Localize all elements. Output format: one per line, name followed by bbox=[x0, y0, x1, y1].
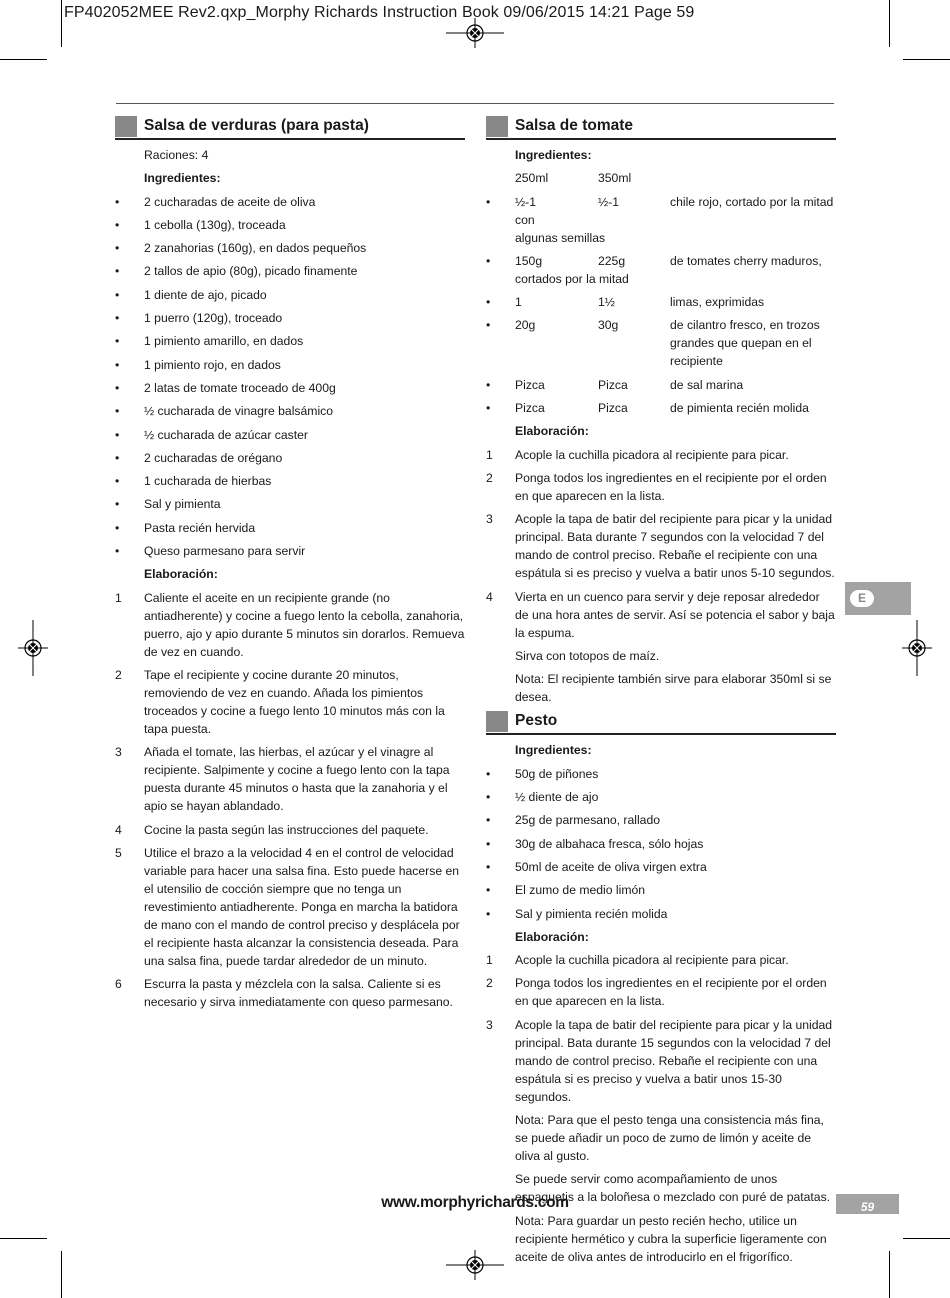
crop-mark bbox=[903, 59, 950, 60]
ingredient-item: • ½ cucharada de azúcar caster bbox=[115, 427, 308, 442]
ingredient-item: • 50ml de aceite de oliva virgen extra bbox=[486, 859, 707, 874]
print-header: FP402052MEE Rev2.qxp_Morphy Richards Instruction Book 09/06/2015 14:21 Page 59 bbox=[64, 4, 695, 21]
registration-mark-icon bbox=[446, 18, 504, 48]
method-step: 1 Acople la cuchilla picadora al recipiente para picar. bbox=[486, 953, 789, 968]
ingredients-label: Ingredientes: bbox=[515, 148, 592, 162]
bullet-icon: • bbox=[115, 311, 120, 326]
ingredient-item: • 1 cebolla (130g), troceada bbox=[115, 217, 286, 232]
ingredient-item: • Sal y pimienta bbox=[115, 497, 221, 512]
registration-mark-icon bbox=[18, 620, 48, 676]
footer-website: www.morphyrichards.com bbox=[381, 1194, 569, 1211]
bullet-icon: • bbox=[115, 287, 120, 302]
bullet-icon: • bbox=[115, 217, 120, 232]
crop-mark bbox=[889, 0, 890, 47]
crop-mark bbox=[903, 1238, 950, 1239]
method-step: 2 Ponga todos los ingredientes en el recipiente por el orden en que aparecen en la lista. bbox=[486, 976, 827, 1009]
note: Nota: Para guardar un pesto recién hecho, utilice un recipiente hermético y cubra la superficie ligeramente con aceite de oliva antes de introducirlo en el frigorífico. bbox=[515, 1213, 827, 1264]
ingredients-label: Ingredientes: bbox=[144, 171, 221, 186]
bullet-icon: • bbox=[486, 859, 491, 874]
ingredient-item: • 2 zanahorias (160g), en dados pequeños bbox=[115, 241, 367, 256]
bullet-icon: • bbox=[115, 380, 120, 395]
ingredient-item: • ½ diente de ajo bbox=[486, 790, 599, 805]
bullet-icon: • bbox=[115, 450, 120, 465]
bullet-icon: • bbox=[486, 906, 491, 921]
bullet-icon: • bbox=[115, 404, 120, 419]
bullet-icon: • bbox=[115, 520, 120, 535]
bullet-icon: • bbox=[486, 401, 491, 416]
note: Nota: Para que el pesto tenga una consistencia más fina, se puede añadir un poco de zumo de limón y aceite de oliva al gusto. bbox=[515, 1113, 824, 1164]
note: Nota: El recipiente también sirve para elaborar 350ml si se desea. bbox=[515, 672, 832, 705]
method-step: 2 Tape el recipiente y cocine durante 20 minutos, removiendo de vez en cuando. Añada los pimientos troceados y cocine a fuego lento 10 minutos más con la tapa puesta. bbox=[115, 667, 445, 736]
method-step: 4 Cocine la pasta según las instrucciones del paquete. bbox=[115, 822, 429, 837]
bullet-icon: • bbox=[486, 766, 491, 781]
right-column bbox=[486, 116, 836, 1271]
method-step: 1 Caliente el aceite en un recipiente grande (no antiadherente) y cocine a fuego lento la cebolla, zanahoria, puerro, ajo y apio durante 5 minutos sin dorarlos. Remueva de vez en cuando. bbox=[115, 590, 465, 659]
method-step: 5 Utilice el brazo a la velocidad 4 en el control de velocidad variable para hacer una salsa fina. Esto puede hacerse en el utensilio de cocción siempre que no tenga un revestimiento antiadherente. Ponga en marcha la batidora de mano con el mando de control preciso y desplácela por el recipiente hasta alcanzar la consistencia deseada. Para una salsa fina, puede tardar alrededor de un minuto. bbox=[115, 845, 460, 968]
bullet-icon: • bbox=[486, 318, 491, 333]
crop-mark bbox=[61, 1251, 62, 1298]
left-column bbox=[115, 116, 465, 1016]
bullet-icon: • bbox=[486, 253, 491, 268]
ingredient-item: • ½ cucharada de vinagre balsámico bbox=[115, 404, 334, 419]
ingredient-item: • 30g de albahaca fresca, sólo hojas bbox=[486, 836, 704, 851]
section-title: Pesto bbox=[515, 712, 558, 730]
bullet-icon: • bbox=[486, 790, 491, 805]
ingredients-label: Ingredientes: bbox=[515, 743, 592, 758]
method-label: Elaboración: bbox=[144, 567, 218, 582]
ingredient-row: • 20g 30g de cilantro fresco, en trozos grandes que quepan en el recipiente bbox=[486, 318, 820, 369]
ingredient-item: • Pasta recién hervida bbox=[115, 520, 256, 535]
ingredient-item: • 1 pimiento rojo, en dados bbox=[115, 357, 281, 372]
ingredient-row: • 1 1½ limas, exprimidas bbox=[486, 295, 765, 310]
section-header-vegetable-sauce bbox=[115, 116, 465, 140]
section-title: Salsa de verduras (para pasta) bbox=[144, 117, 369, 134]
serving-note: Sirva con totopos de maíz. bbox=[515, 648, 660, 663]
ingredient-item: • El zumo de medio limón bbox=[486, 883, 646, 898]
bullet-icon: • bbox=[115, 357, 120, 372]
ingredient-item: • 1 puerro (120g), troceado bbox=[115, 311, 283, 326]
bullet-icon: • bbox=[486, 883, 491, 898]
section-header-pesto bbox=[486, 711, 836, 735]
ingredient-item: • 2 cucharadas de aceite de oliva bbox=[115, 194, 316, 209]
section-title: Salsa de tomate bbox=[515, 117, 634, 134]
ingredient-item: • 1 diente de ajo, picado bbox=[115, 287, 267, 302]
bullet-icon: • bbox=[115, 427, 120, 442]
ingredient-item: • 1 pimiento amarillo, en dados bbox=[115, 334, 304, 349]
servings: Raciones: 4 bbox=[144, 148, 209, 162]
bullet-icon: • bbox=[115, 544, 120, 559]
bullet-icon: • bbox=[486, 377, 491, 392]
ingredient-row: • 150g 225g de tomates cherry maduros, cortados por la mitad bbox=[486, 253, 822, 286]
crop-mark bbox=[61, 0, 62, 47]
serving-note: Se puede servir como acompañamiento de unos espaguetis a la boloñesa o mezclado con puré de patatas. bbox=[515, 1172, 831, 1205]
bullet-icon: • bbox=[486, 194, 491, 209]
method-step: 3 Acople la tapa de batir del recipiente para picar y la unidad principal. Bata durante 7 segundos con la velocidad 7 del mando de control preciso. Rebañe el recipiente con una espátula si es preciso y vuelva a batir unos 5-10 segundos. bbox=[486, 512, 835, 581]
method-step: 6 Escurra la pasta y mézclela con la salsa. Caliente si es necesario y sirva inmediatamente con queso parmesano. bbox=[115, 977, 453, 1010]
ingredient-item: • 2 tallos de apio (80g), picado finamente bbox=[115, 264, 358, 279]
quantity-header-row: 250ml 350ml bbox=[515, 171, 632, 186]
page-number: 59 bbox=[836, 1194, 899, 1214]
language-tab bbox=[845, 582, 911, 615]
method-step: 2 Ponga todos los ingredientes en el recipiente por el orden en que aparecen en la lista. bbox=[486, 470, 827, 503]
registration-mark-icon bbox=[902, 620, 932, 676]
ingredient-row: • ½-1 ½-1 chile rojo, cortado por la mitad con algunas semillas bbox=[486, 194, 834, 245]
ingredient-row: • Pizca Pizca de pimienta recién molida bbox=[486, 401, 809, 416]
section-marker bbox=[486, 711, 508, 732]
language-tab-label: E bbox=[850, 590, 874, 607]
method-label: Elaboración: bbox=[515, 424, 589, 439]
ingredient-item: • 2 cucharadas de orégano bbox=[115, 450, 283, 465]
method-step: 3 Acople la tapa de batir del recipiente para picar y la unidad principal. Bata durante 15 segundos con la velocidad 7 del mando de control preciso. Rebañe el recipiente con una espátula si es preciso y vuelva a batir unos 15-30 segundos. bbox=[486, 1017, 833, 1104]
bullet-icon: • bbox=[115, 194, 120, 209]
bullet-icon: • bbox=[115, 497, 120, 512]
bullet-icon: • bbox=[115, 474, 120, 489]
top-rule bbox=[116, 103, 834, 104]
bullet-icon: • bbox=[115, 334, 120, 349]
method-step: 1 Acople la cuchilla picadora al recipiente para picar. bbox=[486, 447, 789, 462]
section-marker bbox=[486, 116, 508, 137]
crop-mark bbox=[0, 59, 47, 60]
section-header-tomato-salsa bbox=[486, 116, 836, 140]
bullet-icon: • bbox=[486, 836, 491, 851]
ingredient-item: • Queso parmesano para servir bbox=[115, 544, 306, 559]
ingredient-item: • 50g de piñones bbox=[486, 766, 599, 781]
ingredient-row: • Pizca Pizca de sal marina bbox=[486, 377, 744, 392]
bullet-icon: • bbox=[115, 241, 120, 256]
section-marker bbox=[115, 116, 137, 137]
ingredient-item: • 25g de parmesano, rallado bbox=[486, 813, 660, 828]
ingredient-item: • Sal y pimienta recién molida bbox=[486, 906, 668, 921]
bullet-icon: • bbox=[486, 813, 491, 828]
bullet-icon: • bbox=[486, 295, 491, 310]
bullet-icon: • bbox=[115, 264, 120, 279]
method-step: 3 Añada el tomate, las hierbas, el azúcar y el vinagre al recipiente. Salpimente y cocine a fuego lento con la tapa puesta durante 45 minutos o hasta que la zanahoria y el apio se hayan ablandado. bbox=[115, 745, 450, 814]
method-label: Elaboración: bbox=[515, 929, 589, 944]
ingredient-item: • 2 latas de tomate troceado de 400g bbox=[115, 380, 336, 395]
method-step: 4 Vierta en un cuenco para servir y deje reposar alrededor de una hora antes de servir. Así se potencia el sabor y baja la espuma. bbox=[486, 589, 835, 640]
crop-mark bbox=[889, 1251, 890, 1298]
crop-mark bbox=[0, 1238, 47, 1239]
ingredient-item: • 1 cucharada de hierbas bbox=[115, 474, 272, 489]
